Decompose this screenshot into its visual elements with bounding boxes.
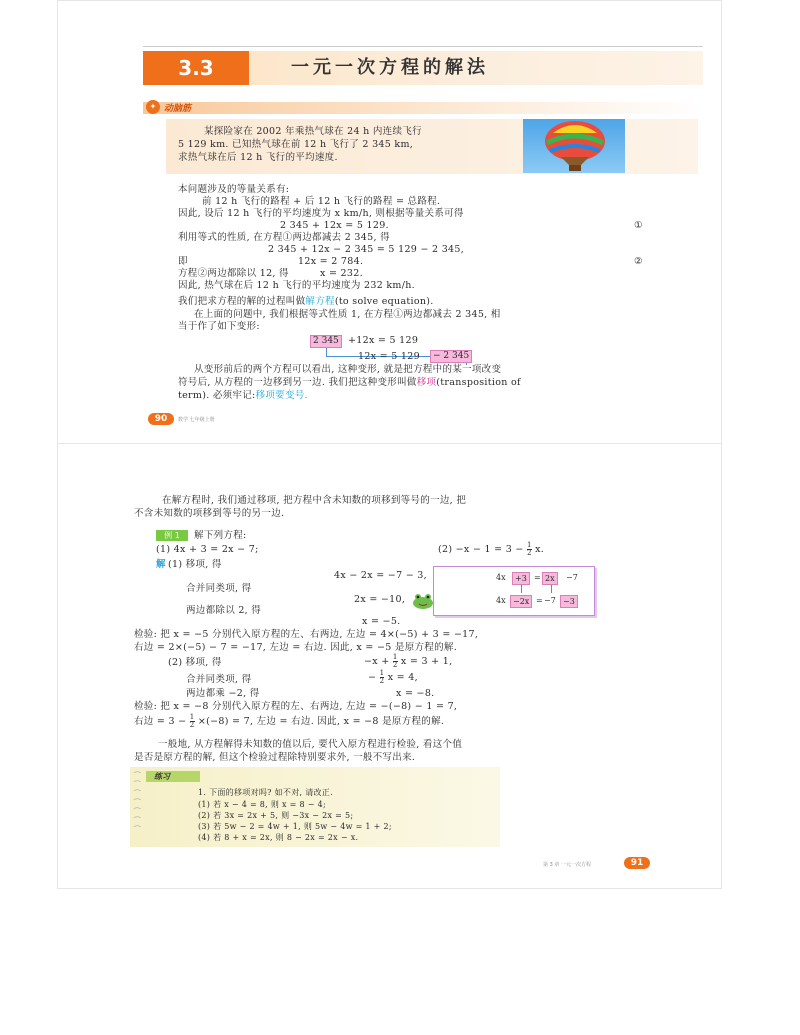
textbook-page-91 (57, 443, 722, 889)
diag-term: −7 (566, 573, 578, 582)
example-equation-1: (1) 4x + 3 = 2x − 7; (156, 544, 259, 555)
solution-step: 两边都乘 −2, 得 (186, 688, 260, 699)
intro-line-2: 不含未知数的项移到等号的另一边. (134, 508, 285, 519)
equation-result: x = 232. (320, 268, 363, 279)
diag-box: +3 (512, 572, 530, 585)
equation-2: 12x = 2 784. (298, 256, 364, 267)
diag-term: 4x (496, 596, 506, 605)
diag-term: = (534, 573, 541, 582)
section-label: 动脑筋 (164, 104, 192, 114)
term-solve-equation: 解方程 (305, 296, 335, 307)
solution-equation: x = −5. (362, 616, 401, 627)
section-label-bar (143, 102, 703, 114)
text-line: 从变形前后的两个方程可以看出, 这种变形, 就是把方程中的某一项改变 (194, 364, 502, 375)
problem-line-3: 求热气球在后 12 h 飞行的平均速度. (178, 152, 338, 163)
solution-step: 两边都除以 2, 得 (186, 605, 262, 616)
solution-step: (1) 移项, 得 (168, 559, 222, 570)
numerator: 1 (379, 669, 385, 677)
example-badge: 例 1 (156, 530, 188, 541)
solution-equation: 4x − 2x = −7 − 3, (334, 570, 427, 581)
text-line: 因此, 热气球在后 12 h 飞行的平均速度为 232 km/h. (178, 280, 415, 291)
arrow-line (521, 585, 522, 593)
solution-equation (368, 670, 418, 685)
numerator: 1 (392, 653, 398, 661)
numerator: 1 (189, 713, 195, 721)
brain-icon: ✦ (146, 100, 160, 114)
section-number: 3.3 (143, 51, 249, 85)
text-line: 因此, 设后 12 h 飞行的平均速度为 x km/h, 则根据等量关系可得 (178, 208, 464, 219)
practice-label: 练习 (146, 771, 200, 782)
denominator: 2 (527, 549, 532, 557)
equation-part: x = 3 + 1, (400, 656, 453, 667)
page-number-badge: 91 (624, 857, 650, 869)
practice-item: (4) 若 8 + x = 2x, 则 8 − 2x = 2x − x. (198, 833, 359, 842)
equation-part: x. (535, 544, 545, 555)
definition-text: (transposition of (436, 377, 521, 388)
text-line: 在上面的问题中, 我们根据等式性质 1, 在方程①两边都减去 2 345, 相 (194, 309, 501, 320)
equation-part: − (368, 672, 377, 683)
fraction-one-half (190, 714, 195, 729)
definition-transposition (178, 377, 521, 389)
equation-before: +12x = 5 129 (348, 335, 419, 346)
solution-step: 合并同类项, 得 (186, 583, 252, 594)
solution-step: 合并同类项, 得 (186, 674, 252, 685)
practice-item: (2) 若 3x = 2x + 5, 则 −3x − 2x = 5; (198, 811, 354, 820)
diag-box: 2x (542, 572, 558, 585)
check-line-3: 检验: 把 x = −8 分别代入原方程的左、右两边, 左边 = −(−8) − 1 = 7, (134, 701, 458, 712)
footer-chapter-title: 第 3 章 一元一次方程 (543, 862, 591, 868)
arrow-line (551, 585, 552, 593)
definition-text: 符号后, 从方程的一边移到另一边. 我们把这种变形叫做 (178, 377, 417, 388)
denominator: 2 (379, 677, 385, 685)
header-rule (143, 46, 703, 47)
text-line: 当于作了如下变形: (178, 321, 260, 332)
equation-part: ×(−8) = 7, 左边 = 右边. 因此, x = −8 是原方程的解. (197, 716, 445, 727)
definition-text: (to solve equation). (334, 296, 434, 307)
equation-part: −x + (364, 656, 390, 667)
text-line: 利用等式的性质, 在方程①两边都减去 2 345, 得 (178, 232, 390, 243)
practice-item: (1) 若 x − 4 = 8, 则 x = 8 − 4; (198, 800, 326, 809)
footer-book-title: 数学 七年级上册 (178, 417, 215, 423)
text-line: 前 12 h 飞行的路程 + 后 12 h 飞行的路程 = 总路程. (202, 196, 441, 207)
check-line-4 (134, 714, 444, 729)
arrow-line (326, 348, 327, 356)
check-line-1: 检验: 把 x = −5 分别代入原方程的左、右两边, 左边 = 4×(−5) + 3 = −17, (134, 629, 479, 640)
fraction-one-half (380, 670, 385, 685)
cartoon-frog-icon (410, 592, 436, 610)
example-prompt: 解下列方程: (194, 530, 247, 541)
denominator: 2 (392, 661, 398, 669)
solution-equation: 2x = −10, (354, 594, 406, 605)
general-note-2: 是否是原方程的解, 但这个检验过程除特别要求外, 一般不写出来. (134, 752, 416, 763)
equation-1: 2 345 + 12x = 5 129. (280, 220, 389, 231)
diag-term: −7 (544, 596, 556, 605)
equation-part: 右边 = 3 − (134, 716, 187, 727)
hot-air-balloon-image (523, 119, 625, 173)
term-box-2345: 2 345 (310, 335, 342, 348)
text-line: 即 (178, 256, 188, 267)
textbook-page-90 (57, 0, 722, 444)
section-title: 一元一次方程的解法 (291, 57, 489, 78)
rule-sign-change: 移项要变号. (255, 390, 308, 401)
equation-after: 12x = 5 129 (358, 351, 420, 362)
definition-text: term). 必须牢记: (178, 390, 256, 401)
denominator: 2 (189, 721, 195, 729)
problem-line-1: 某探险家在 2002 年乘热气球在 24 h 内连续飞行 (204, 126, 422, 137)
transposition-diagram (433, 566, 595, 616)
equation-part: (2) −x − 1 = 3 − (438, 544, 524, 555)
equation-part: x = 4, (387, 672, 418, 683)
diag-box: −3 (560, 595, 578, 608)
text-line: 本问题涉及的等量关系有: (178, 184, 290, 195)
check-line-2: 右边 = 2×(−5) − 7 = −17, 左边 = 右边. 因此, x = −5 是原方程的解. (134, 642, 458, 653)
practice-item: (3) 若 5w − 2 = 4w + 1, 则 5w − 4w = 1 + 2; (198, 822, 392, 831)
problem-line-2: 5 129 km. 已知热气球在前 12 h 飞行了 2 345 km, (178, 139, 414, 150)
solution-label: 解 (156, 559, 166, 570)
definition-solve-equation (178, 296, 434, 308)
example-equation-2 (438, 542, 544, 557)
solution-equation (364, 654, 452, 669)
intro-line-1: 在解方程时, 我们通过移项, 把方程中含未知数的项移到等号的一边, 把 (162, 495, 467, 506)
notebook-spiral: ⁀ ⁀ ⁀ ⁀ ⁀ ⁀ ⁀ (134, 772, 141, 835)
solution-step: (2) 移项, 得 (168, 657, 222, 668)
term-box-minus-2345: − 2 345 (430, 350, 472, 363)
general-note-1: 一般地, 从方程解得未知数的值以后, 要代入原方程进行检验, 看这个值 (158, 739, 463, 750)
numerator: 1 (527, 541, 532, 549)
solution-equation: x = −8. (396, 688, 435, 699)
term-transposition: 移项 (416, 377, 437, 388)
definition-text: 我们把求方程的解的过程叫做 (178, 296, 306, 307)
diag-term: 4x (496, 573, 506, 582)
equation-step: 2 345 + 12x − 2 345 = 5 129 − 2 345, (268, 244, 465, 255)
fraction-one-half (393, 654, 398, 669)
equation-marker-1: ① (634, 220, 643, 231)
diag-term: = (536, 596, 543, 605)
equation-marker-2: ② (634, 256, 643, 267)
page-number-badge: 90 (148, 413, 174, 425)
practice-question: 1. 下面的移项对吗? 如不对, 请改正. (198, 788, 333, 797)
section-banner (143, 51, 703, 85)
text-line: 方程②两边都除以 12, 得 (178, 268, 289, 279)
fraction-one-half (527, 542, 532, 557)
remember-line (178, 390, 308, 402)
diag-box: −2x (510, 595, 532, 608)
